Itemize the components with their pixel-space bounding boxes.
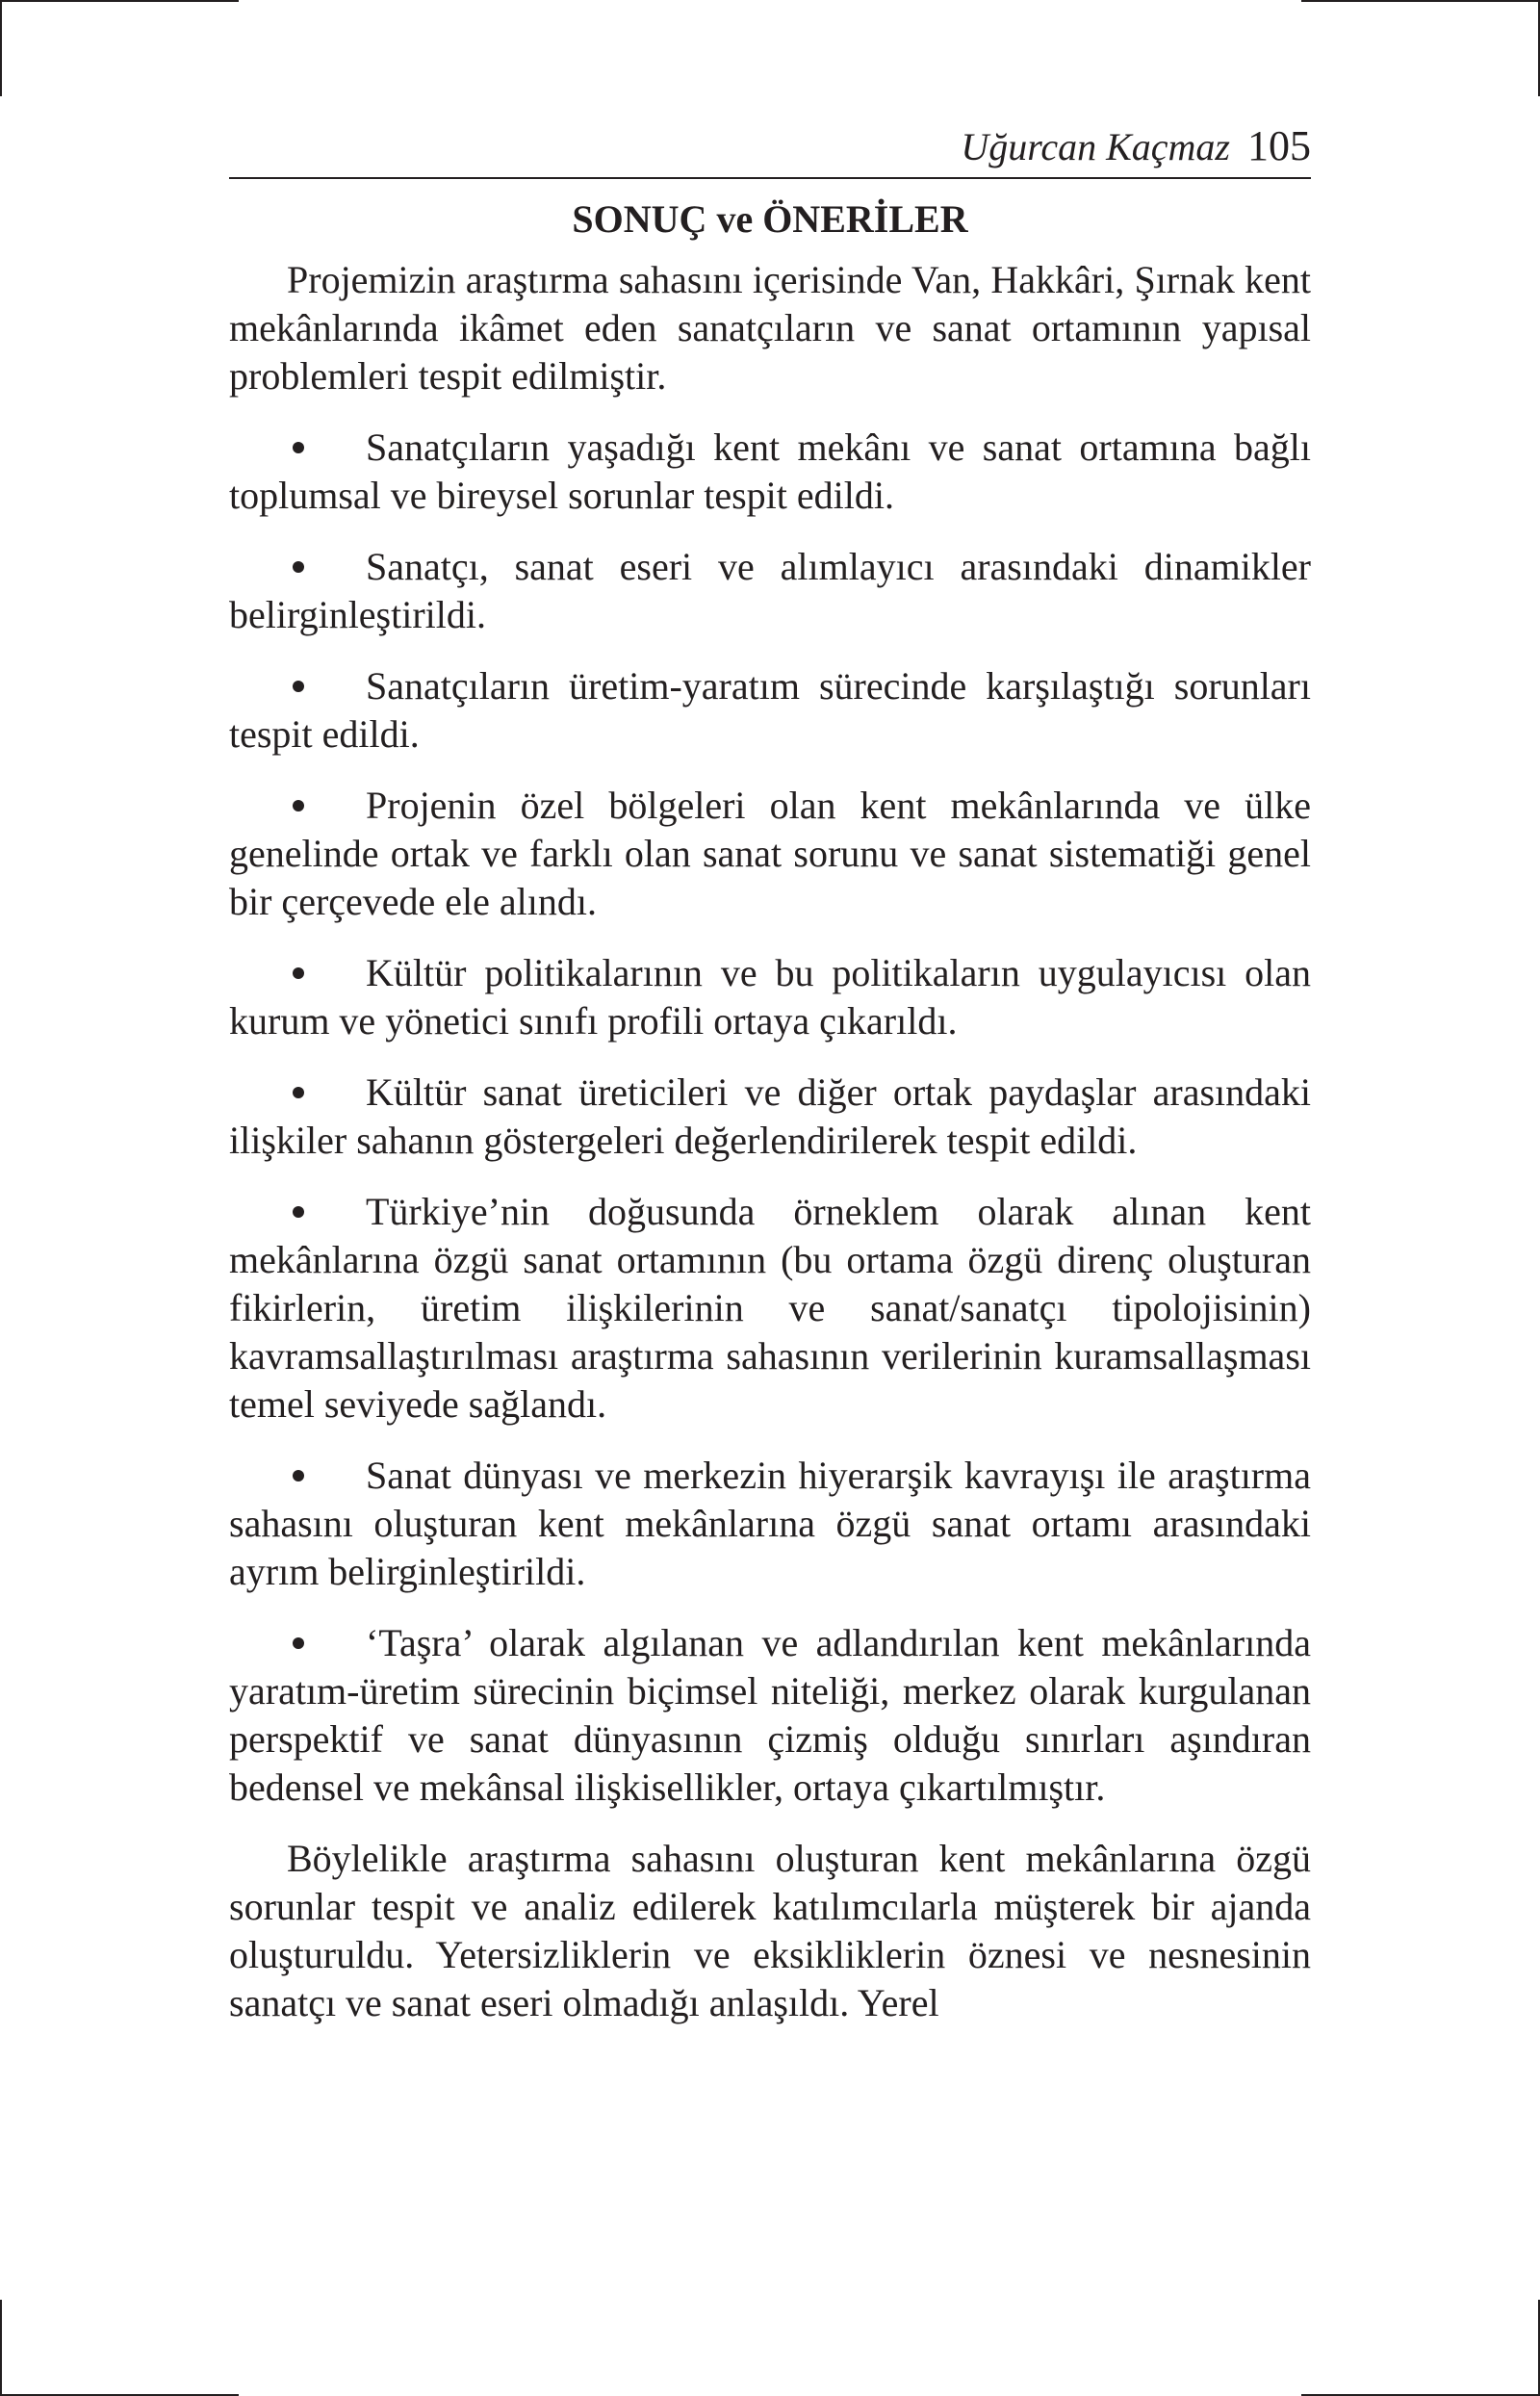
bullet-icon (293, 1637, 304, 1649)
bullet-icon (293, 561, 304, 573)
bullet-text: Sanat dünyası ve merkezin hiyerarşik kavrayışı ile araştırma sahasını oluşturan kent mekânlarına özgü sanat ortamı arasındaki ayrım belirginleştirildi. (229, 1454, 1311, 1593)
bullet-text: Türkiye’nin doğusunda örneklem olarak alınan kent mekânlarına özgü sanat ortamının (bu ortama özgü direnç oluşturan fikirlerin, üretim ilişkilerinin ve sanat/sanatçı tipolojisinin) kavramsallaştırılması araştırma sahasının verilerinin kuramsallaşması temel seviyede sağlandı. (229, 1190, 1311, 1426)
bullet-item (229, 782, 1311, 926)
bullet-icon (293, 967, 304, 979)
bullet-text: ‘Taşra’ olarak algılanan ve adlandırılan kent mekânlarında yaratım-üretim sürecinin biçimsel niteliği, merkez olarak kurgulanan perspektif ve sanat dünyasının çizmiş olduğu sınırları aşındıran bedensel ve mekânsal ilişkisellikler, ortaya çıkartılmıştır. (229, 1621, 1311, 1809)
bullet-icon (293, 1206, 304, 1218)
bullet-item (229, 1188, 1311, 1429)
crop-mark-top-left-vertical (0, 0, 2, 96)
intro-paragraph: Projemizin araştırma sahasını içerisinde Van, Hakkâri, Şırnak kent mekânlarında ikâmet eden sanatçıların ve sanat ortamının yapısal problemleri tespit edilmiştir. (229, 258, 1311, 398)
bullet-icon (293, 1470, 304, 1481)
running-header (229, 122, 1311, 179)
header-author: Uğurcan Kaçmaz (961, 125, 1230, 168)
bullet-icon (293, 800, 304, 812)
bullet-item (229, 662, 1311, 759)
bullet-text: Kültür politikalarının ve bu politikaların uygulayıcısı olan kurum ve yönetici sınıfı profili ortaya çıkarıldı. (229, 951, 1311, 1043)
book-page (229, 122, 1311, 2027)
bullet-text: Projenin özel bölgeleri olan kent mekânlarında ve ülke genelinde ortak ve farklı olan sanat sorunu ve sanat sistematiği genel bir çerçevede ele alındı. (229, 784, 1311, 923)
crop-mark-top-left-horizontal (0, 0, 239, 2)
bullet-item (229, 1452, 1311, 1596)
bullet-item (229, 424, 1311, 520)
closing-paragraph: Böylelikle araştırma sahasını oluşturan kent mekânlarına özgü sorunlar tespit ve analiz edilerek katılımcılarla müşterek bir ajanda oluşturuldu. Yetersizliklerin ve eksikliklerin öznesi ve nesnesinin sanatçı ve sanat eseri olmadığı anlaşıldı. Yerel (229, 1837, 1311, 2024)
bullet-item (229, 1069, 1311, 1165)
bullet-item (229, 543, 1311, 639)
bullet-icon (293, 1087, 304, 1098)
crop-mark-top-right-horizontal (1301, 0, 1540, 2)
bullet-icon (293, 442, 304, 453)
bullet-text: Sanatçı, sanat eseri ve alımlayıcı arasındaki dinamikler belirginleştirildi. (229, 545, 1311, 636)
bullet-icon (293, 681, 304, 692)
bullet-item (229, 1619, 1311, 1812)
bullet-item (229, 949, 1311, 1045)
section-title: SONUÇ ve ÖNERİLER (572, 197, 968, 241)
bullet-text: Sanatçıların üretim-yaratım sürecinde karşılaştığı sorunları tespit edildi. (229, 664, 1311, 756)
crop-mark-bottom-left-vertical (0, 2300, 2, 2396)
bullet-text: Sanatçıların yaşadığı kent mekânı ve sanat ortamına bağlı toplumsal ve bireysel sorunlar tespit edildi. (229, 425, 1311, 517)
bullet-text: Kültür sanat üreticileri ve diğer ortak paydaşlar arasındaki ilişkiler sahanın göstergeleri değerlendirilerek tespit edildi. (229, 1070, 1311, 1162)
page-number: 105 (1247, 122, 1311, 169)
